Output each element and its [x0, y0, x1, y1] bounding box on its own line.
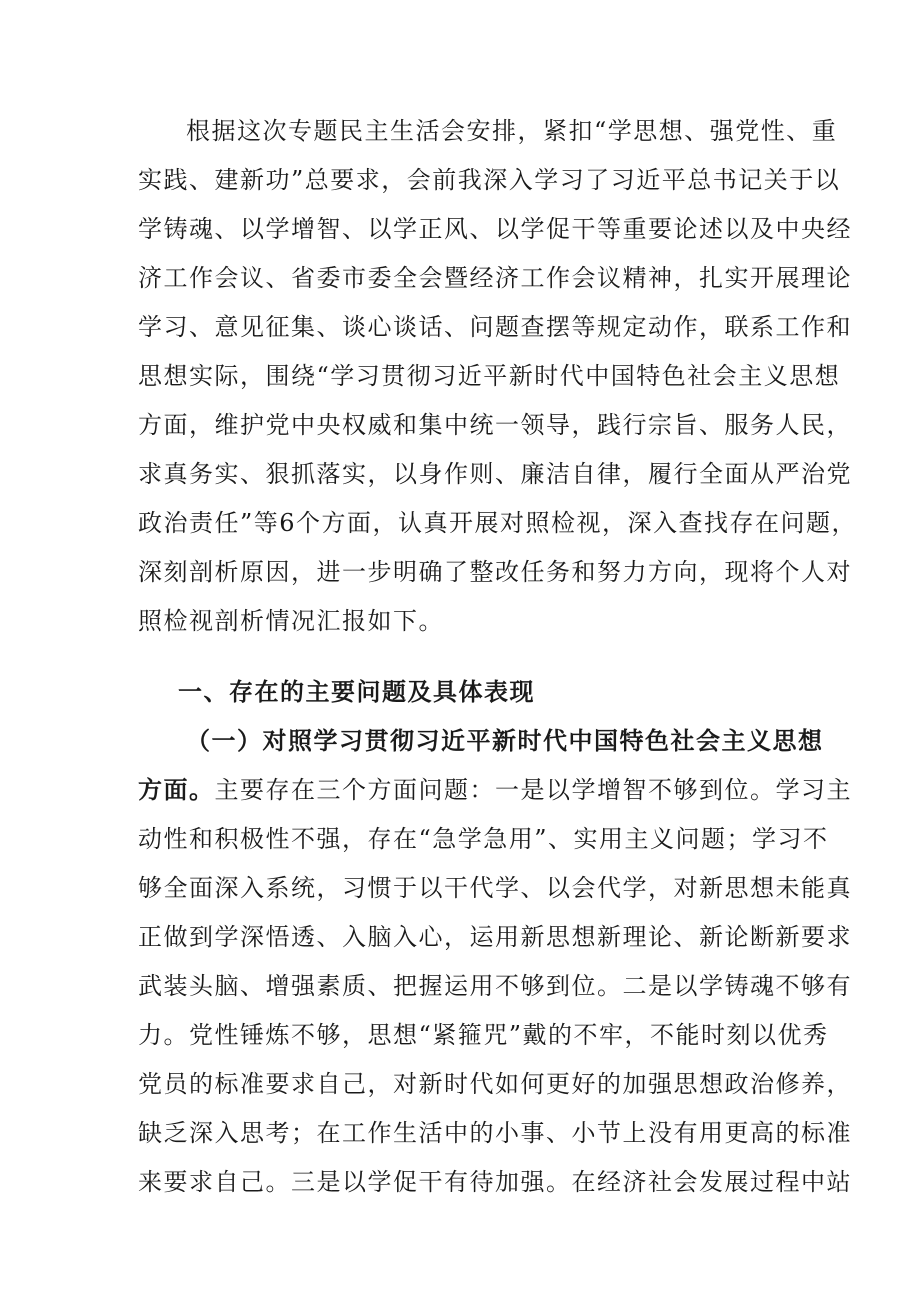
paragraph-gap — [138, 646, 788, 668]
subsection-heading-tail: 方面。 — [138, 776, 215, 804]
paragraph-line: 武装头脑、增强素质、把握运用不够到位。二是以学铸魂不够有 — [138, 972, 852, 1000]
paragraph-line: 缺乏深入思考；在工作生活中的小事、小节上没有用更高的标准 — [138, 1119, 852, 1147]
paragraph-line: 思想实际，围绕“学习贯彻习近平新时代中国特色社会主义思想 — [138, 362, 841, 390]
paragraph-line: 学习、意见征集、谈心谈话、问题查摆等规定动作，联系工作和 — [138, 313, 852, 341]
paragraph-line: 力。党性锤炼不够，思想“紧箍咒”戴的不牢，不能时刻以优秀 — [138, 1021, 829, 1049]
section-heading: 一、存在的主要问题及具体表现 — [178, 678, 535, 706]
paragraph-line: 深刻剖析原因，进一步明确了整改任务和努力方向，现将个人对 — [138, 558, 852, 586]
paragraph-line: 正做到学深悟透、入脑入心，运用新思想新理论、新论断新要求 — [138, 923, 852, 951]
paragraph-line: 照检视剖析情况汇报如下。 — [138, 607, 444, 635]
paragraph-line — [138, 766, 852, 815]
paragraph-line: 求真务实、狠抓落实，以身作则、廉洁自律，履行全面从严治党 — [138, 460, 852, 488]
paragraph-line: 政治责任”等6个方面，认真开展对照检视，深入查找存在问题， — [138, 509, 858, 537]
paragraph-line: 够全面深入系统，习惯于以干代学、以会代学，对新思想未能真 — [138, 874, 852, 902]
paragraph-line: 根据这次专题民主生活会安排，紧扣“学思想、强党性、重 — [186, 117, 838, 145]
paragraph-line: 来要求自己。三是以学促干有待加强。在经济社会发展过程中站 — [138, 1168, 852, 1196]
document-body — [138, 107, 858, 1207]
subsection-heading: （一）对照学习贯彻习近平新时代中国特色社会主义思想 — [186, 727, 824, 755]
paragraph-line: 方面，维护党中央权威和集中统一领导，践行宗旨、服务人民， — [138, 411, 852, 439]
paragraph-line: 动性和积极性不强，存在“急学急用”、实用主义问题；学习不 — [138, 825, 829, 853]
paragraph-line: 济工作会议、省委市委全会暨经济工作会议精神，扎实开展理论 — [138, 264, 852, 292]
paragraph-line: 党员的标准要求自己，对新时代如何更好的加强思想政治修养， — [138, 1070, 852, 1098]
paragraph-text: 主要存在三个方面问题：一是以学增智不够到位。学习主 — [214, 776, 852, 804]
paragraph-line: 学铸魂、以学增智、以学正风、以学促干等重要论述以及中央经 — [138, 215, 852, 243]
paragraph-line: 实践、建新功”总要求，会前我深入学习了习近平总书记关于以 — [138, 166, 841, 194]
